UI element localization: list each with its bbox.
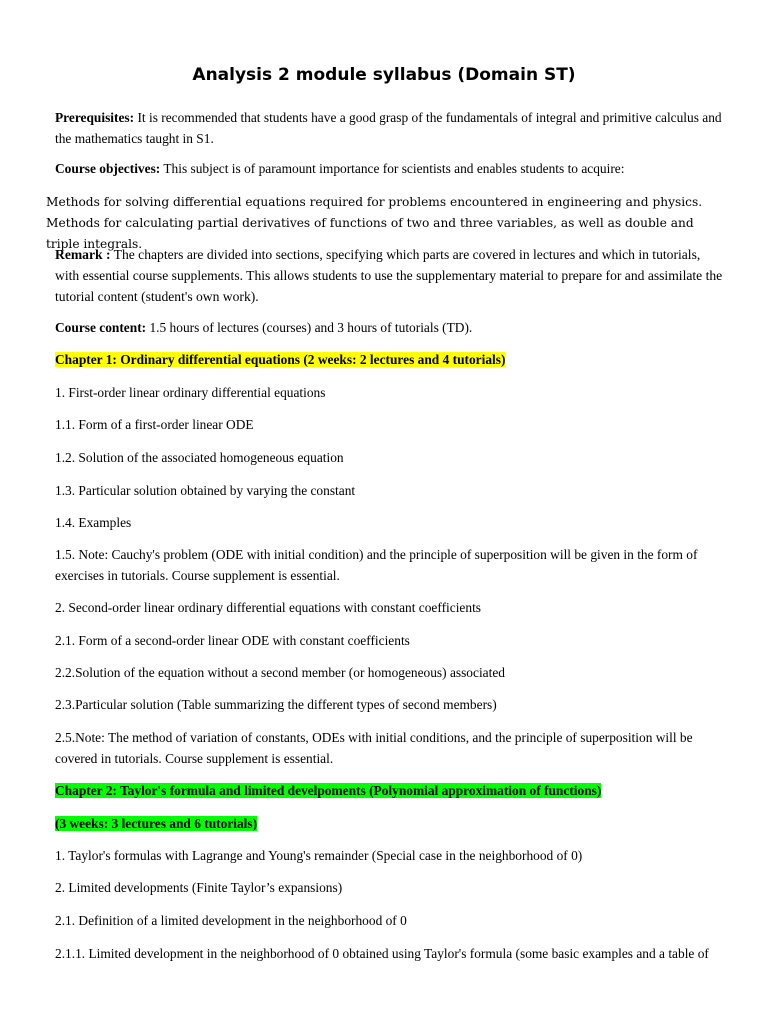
chapter1-item: 2.1. Form of a second-order linear ODE with constant coefficients [55, 633, 410, 648]
page-title: Analysis 2 module syllabus (Domain ST) [192, 65, 576, 85]
chapter1-item: 1.5. Note: Cauchy's problem (ODE with initial condition) and the principle of superposition will be given in the form of exercises in tutorials. Course supplement is essential. [55, 547, 698, 583]
remark-paragraph [55, 244, 727, 307]
chapter1-item: 1.3. Particular solution obtained by varying the constant [55, 483, 356, 498]
objectives-label: Course objectives: [55, 161, 161, 176]
chapter2-item: 1. Taylor's formulas with Lagrange and Young's remainder (Special case in the neighborhood of 0) [55, 848, 583, 863]
chapter1-heading-text: Chapter 1: Ordinary differential equations (2 weeks: 2 lectures and 4 tutorials) [55, 352, 506, 367]
chapter1-item: 1. First-order linear ordinary differential equations [55, 385, 326, 400]
chapter1-item: 1.4. Examples [55, 515, 132, 530]
chapter2-subheading [55, 813, 727, 834]
prerequisites-label: Prerequisites: [55, 110, 135, 125]
chapter1-item: 1.1. Form of a first-order linear ODE [55, 417, 254, 432]
course-content-paragraph [55, 317, 727, 338]
chapter2-heading-text: Chapter 2: Taylor's formula and limited develpoments (Polynomial approximation of functions) [55, 783, 602, 798]
chapter1-item: 2.5.Note: The method of variation of constants, ODEs with initial conditions, and the principle of superposition will be covered in tutorials. Course supplement is essential. [55, 730, 693, 766]
chapter1-item: 2.3.Particular solution (Table summarizing the different types of second members) [55, 697, 497, 712]
chapter2-item: 2.1.1. Limited development in the neighborhood of 0 obtained using Taylor's formula (some basic examples and a table of [55, 946, 709, 961]
chapter1-item: 2.2.Solution of the equation without a second member (or homogeneous) associated [55, 665, 505, 680]
objectives-paragraph [55, 158, 727, 179]
course-content-text: 1.5 hours of lectures (courses) and 3 hours of tutorials (TD). [146, 320, 473, 335]
prerequisites-text: It is recommended that students have a good grasp of the fundamentals of integral and primitive calculus and the mathematics taught in S1. [55, 110, 722, 146]
course-content-label: Course content: [55, 320, 147, 335]
objectives-text: This subject is of paramount importance for scientists and enables students to acquire: [160, 161, 625, 176]
chapter2-item: 2.1. Definition of a limited development in the neighborhood of 0 [55, 913, 407, 928]
chapter2-subheading-text: (3 weeks: 3 lectures and 6 tutorials) [55, 816, 258, 831]
chapter1-item: 1.2. Solution of the associated homogeneous equation [55, 450, 344, 465]
methods-paragraph: Methods for solving differential equations required for problems encountered in engineering and physics. Methods for calculating partial derivatives of functions of two and three variables, as well as double and triple integrals. [46, 195, 703, 251]
chapter2-heading [55, 780, 727, 801]
chapter2-item: 2. Limited developments (Finite Taylor’s expansions) [55, 880, 343, 895]
chapter1-heading [55, 349, 727, 370]
remark-label: Remark : [55, 247, 111, 262]
remark-text: The chapters are divided into sections, specifying which parts are covered in lectures and which in tutorials, with essential course supplements. This allows students to use the supplementary material to prepare for and assimilate the tutorial content (student's own work). [55, 247, 723, 304]
prerequisites-paragraph [55, 107, 727, 149]
chapter1-item: 2. Second-order linear ordinary differential equations with constant coefficients [55, 600, 482, 615]
